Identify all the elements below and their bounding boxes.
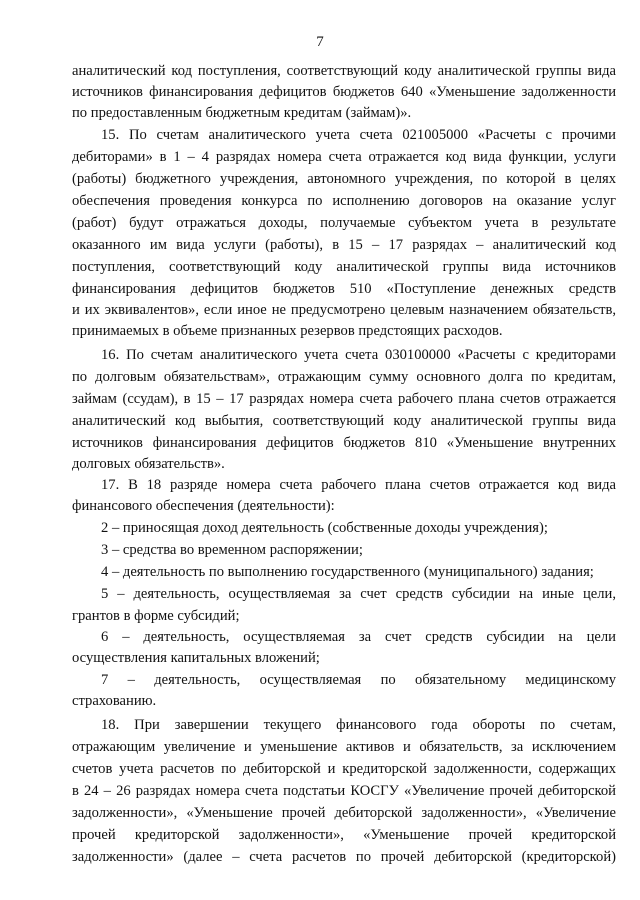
text-line: по долговым обязательствам», отражающим сумму основного долга по кредитам, <box>72 369 616 385</box>
text-line: оказанного им вида услуги (работы), в 15 – 17 разрядах – аналитический код <box>72 237 616 253</box>
paragraph-18-first-line: 18. При завершении текущего финансового года обороты по счетам, <box>101 717 616 733</box>
paragraph-16-first-line: 16. По счетам аналитического учета счета 030100000 «Расчеты с кредиторами <box>101 347 616 363</box>
page-number: 7 <box>316 34 324 50</box>
text-line: счетов учета расчетов по дебиторской и кредиторской задолженности, содержащих <box>72 761 616 777</box>
text-line: источников финансирования дефицитов бюджетов 810 «Уменьшение внутренних <box>72 435 616 451</box>
text-line: по предоставленным бюджетным кредитам (займам)». <box>72 105 412 121</box>
text-line: и их эквивалентов», если иное не предусмотрено целевым назначением обязательств, <box>72 302 616 318</box>
text-line: аналитический код выбытия, соответствующий коду аналитической группы вида <box>72 413 616 429</box>
list-item-7: 7 – деятельность, осуществляемая по обязательному медицинскому <box>101 672 616 688</box>
text-line: (работы) бюджетного учреждения, автономного учреждения, по которой в целях <box>72 171 616 187</box>
text-line: страхованию. <box>72 693 157 709</box>
text-line: в 24 – 26 разрядах номера счета подстатьи КОСГУ «Увеличение прочей дебиторской <box>72 783 616 799</box>
text-line: дебиторами» в 1 – 4 разрядах номера счета отражается код вида функции, услуги <box>72 149 616 165</box>
list-item-5: 5 – деятельность, осуществляемая за счет средств субсидии на иные цели, <box>101 586 616 602</box>
text-line: осуществления капитальных вложений; <box>72 650 320 666</box>
text-line: принимаемых в объеме признанных резервов предстоящих расходов. <box>72 323 503 339</box>
text-line: отражающим увеличение и уменьшение активов и обязательств, за исключением <box>72 739 616 755</box>
text-line: (работ) будут отражаться доходы, получаемые субъектом учета в результате <box>72 215 616 231</box>
text-line: финансового обеспечения (деятельности): <box>72 498 335 514</box>
paragraph-17-first-line: 17. В 18 разряде номера счета рабочего плана счетов отражается код вида <box>101 477 616 493</box>
text-line: поступления, соответствующий коду аналитической группы вида источников <box>72 259 616 275</box>
text-line: долговых обязательств». <box>72 456 225 472</box>
list-item-4: 4 – деятельность по выполнению государственного (муниципального) задания; <box>101 564 594 580</box>
list-item-6: 6 – деятельность, осуществляемая за счет средств субсидии на цели <box>101 629 616 645</box>
paragraph-15-first-line: 15. По счетам аналитического учета счета 021005000 «Расчеты с прочими <box>101 127 616 143</box>
text-line: задолженности» (далее – счета расчетов по прочей дебиторской (кредиторской) <box>72 849 616 865</box>
list-item-2: 2 – приносящая доход деятельность (собственные доходы учреждения); <box>101 520 548 536</box>
text-line: грантов в форме субсидий; <box>72 608 240 624</box>
text-line: финансирования дефицитов бюджетов 510 «Поступление денежных средств <box>72 281 616 297</box>
text-line: задолженности», «Уменьшение прочей дебиторской задолженности», «Увеличение <box>72 805 616 821</box>
text-line: прочей кредиторской задолженности», «Уменьшение прочей кредиторской <box>72 827 616 843</box>
text-line: обеспечения проведения конкурса по исполнению договоров на оказание услуг <box>72 193 616 209</box>
list-item-3: 3 – средства во временном распоряжении; <box>101 542 363 558</box>
text-line: источников финансирования дефицитов бюджетов 640 «Уменьшение задолженности <box>72 84 616 100</box>
text-line: займам (ссудам), в 15 – 17 разрядах номера счета рабочего плана счетов отражается <box>72 391 616 407</box>
text-line: аналитический код поступления, соответствующий коду аналитической группы вида <box>72 63 616 79</box>
